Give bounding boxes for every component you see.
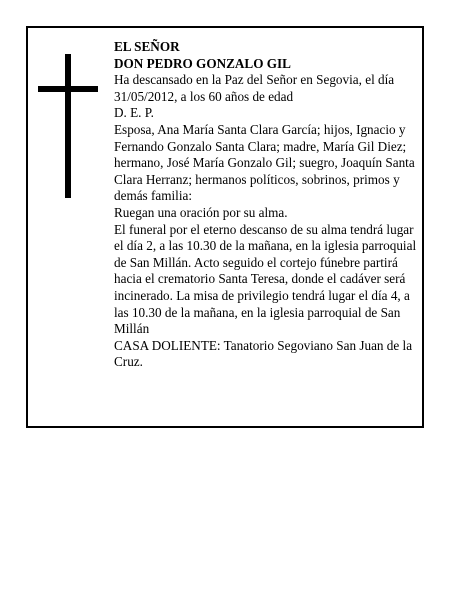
title-line-1: EL SEÑOR [114, 39, 180, 54]
cross-horizontal-bar [38, 86, 98, 92]
obituary-notice [26, 26, 424, 428]
death-statement: Ha descansado en la Paz del Señor en Segovia, el día 31/05/2012, a los 60 años de edad [114, 72, 395, 104]
dep-abbreviation: D. E. P. [114, 105, 154, 121]
funeral-info: El funeral por el eterno descanso de su alma tendrá lugar el día 2, a las 10.30 de la mañana, en la iglesia parroquial de San Millán. Acto seguido el cortejo fúnebre partirá hacia el crematorio Santa Teresa, donde el cadáver será incinerado. La misa de privilegio tendrá lugar el día 4, a las 10.30 de la mañana, en la iglesia parroquial de San Millán [114, 221, 417, 337]
cross-icon [38, 54, 98, 198]
family-list: Esposa, Ana María Santa Clara García; hijos, Ignacio y Fernando Gonzalo Santa Clara; madre, María Gil Diez; hermano, José María Gonzalo Gil; suegro, Joaquín Santa Clara Herranz; hermanos políticos, sobrinos, primos y demás familia: [114, 121, 415, 204]
house-of-mourning: CASA DOLIENTE: Tanatorio Segoviano San Juan de la Cruz. [114, 337, 413, 370]
notice-text [114, 39, 420, 371]
cross-vertical-bar [65, 54, 71, 198]
prayer-request: Ruegan una oración por su alma. [114, 204, 288, 220]
deceased-name: DON PEDRO GONZALO GIL [114, 55, 291, 71]
